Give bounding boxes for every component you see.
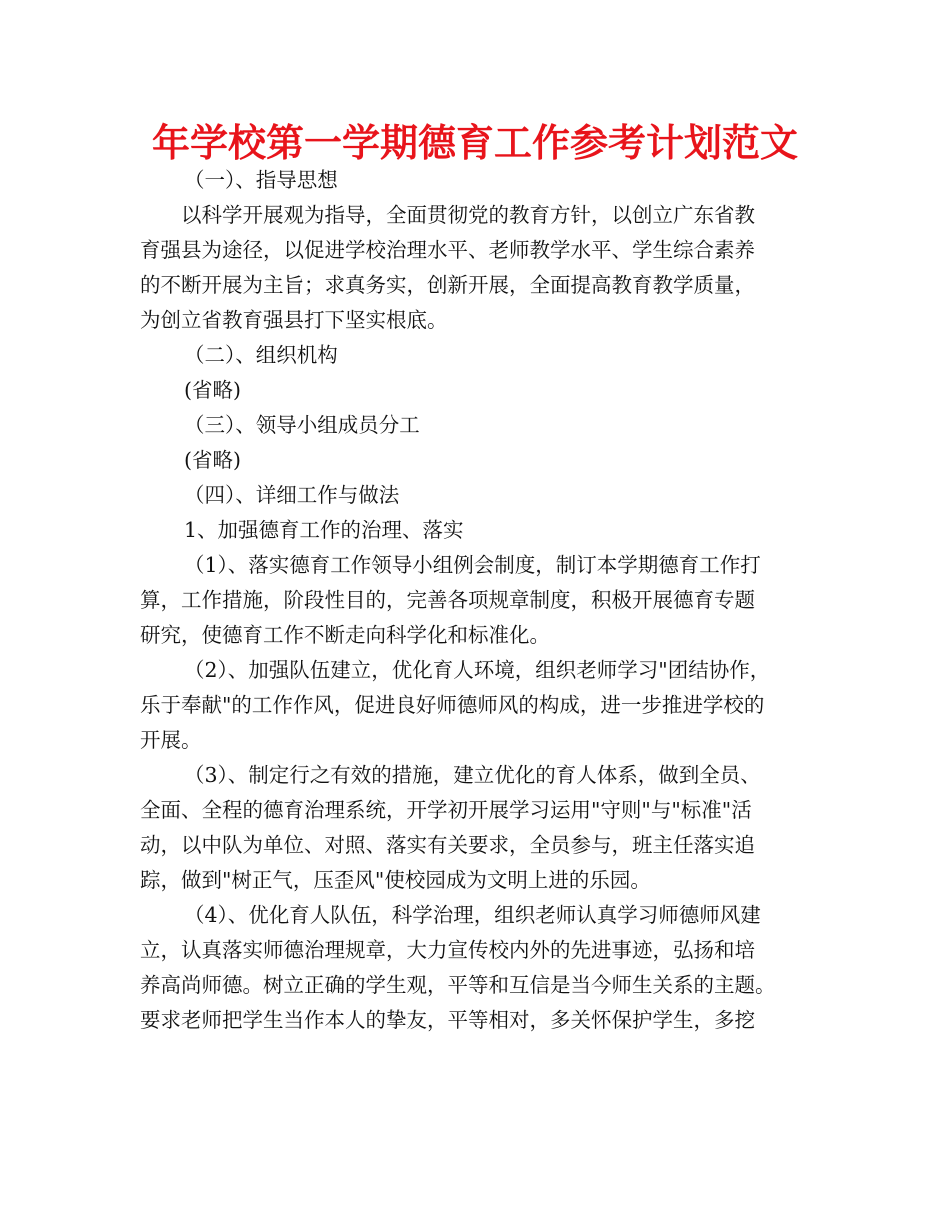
body-line: 的不断开展为主旨；求真务实，创新开展，全面提高教育教学质量， — [140, 273, 755, 297]
body-line: 乐于奉献"的工作作风，促进良好师德师风的构成，进一步推进学校的 — [140, 693, 765, 717]
body-line: （1）、落实德育工作领导小组例会制度，制订本学期德育工作打 — [184, 553, 761, 577]
body-line: 为创立省教育强县打下坚实根底。 — [140, 308, 448, 332]
body-line: 踪，做到"树正气，压歪风"使校园成为文明上进的乐园。 — [140, 868, 651, 892]
body-line: （一）、指导思想 — [184, 168, 338, 192]
body-line: 动，以中队为单位、对照、落实有关要求，全员参与，班主任落实追 — [140, 833, 755, 857]
body-line: (省略) — [184, 448, 241, 472]
document-title: 年学校第一学期德育工作参考计划范文 — [151, 121, 798, 165]
body-line: 养高尚师德。树立正确的学生观，平等和互信是当今师生关系的主题。 — [140, 973, 776, 997]
body-line: （二）、组织机构 — [184, 343, 338, 367]
body-line: 以科学开展观为指导，全面贯彻党的教育方针，以创立广东省教 — [181, 203, 755, 227]
body-line: 育强县为途径，以促进学校治理水平、老师教学水平、学生综合素养 — [140, 238, 755, 262]
body-line: （2）、加强队伍建立，优化育人环境，组织老师学习"团结协作， — [184, 658, 771, 682]
body-line: 要求老师把学生当作本人的挚友，平等相对，多关怀保护学生，多挖 — [140, 1008, 755, 1032]
body-line: 全面、全程的德育治理系统，开学初开展学习运用"守则"与"标准"活 — [140, 798, 752, 822]
body-line: 研究，使德育工作不断走向科学化和标准化。 — [140, 623, 550, 647]
body-line: 开展。 — [140, 728, 202, 752]
document-body — [140, 163, 830, 1038]
body-line: 1、加强德育工作的治理、落实 — [184, 518, 464, 542]
body-line: 算，工作措施，阶段性目的，完善各项规章制度，积极开展德育专题 — [140, 588, 755, 612]
body-line: （三）、领导小组成员分工 — [184, 413, 420, 437]
body-line: （3）、制定行之有效的措施，建立优化的育人体系，做到全员、 — [184, 763, 761, 787]
body-line: （4）、优化育人队伍，科学治理，组织老师认真学习师德师风建 — [184, 903, 761, 927]
body-line: （四）、详细工作与做法 — [184, 483, 400, 507]
body-line: (省略) — [184, 378, 241, 402]
body-line: 立，认真落实师德治理规章，大力宣传校内外的先进事迹，弘扬和培 — [140, 938, 755, 962]
